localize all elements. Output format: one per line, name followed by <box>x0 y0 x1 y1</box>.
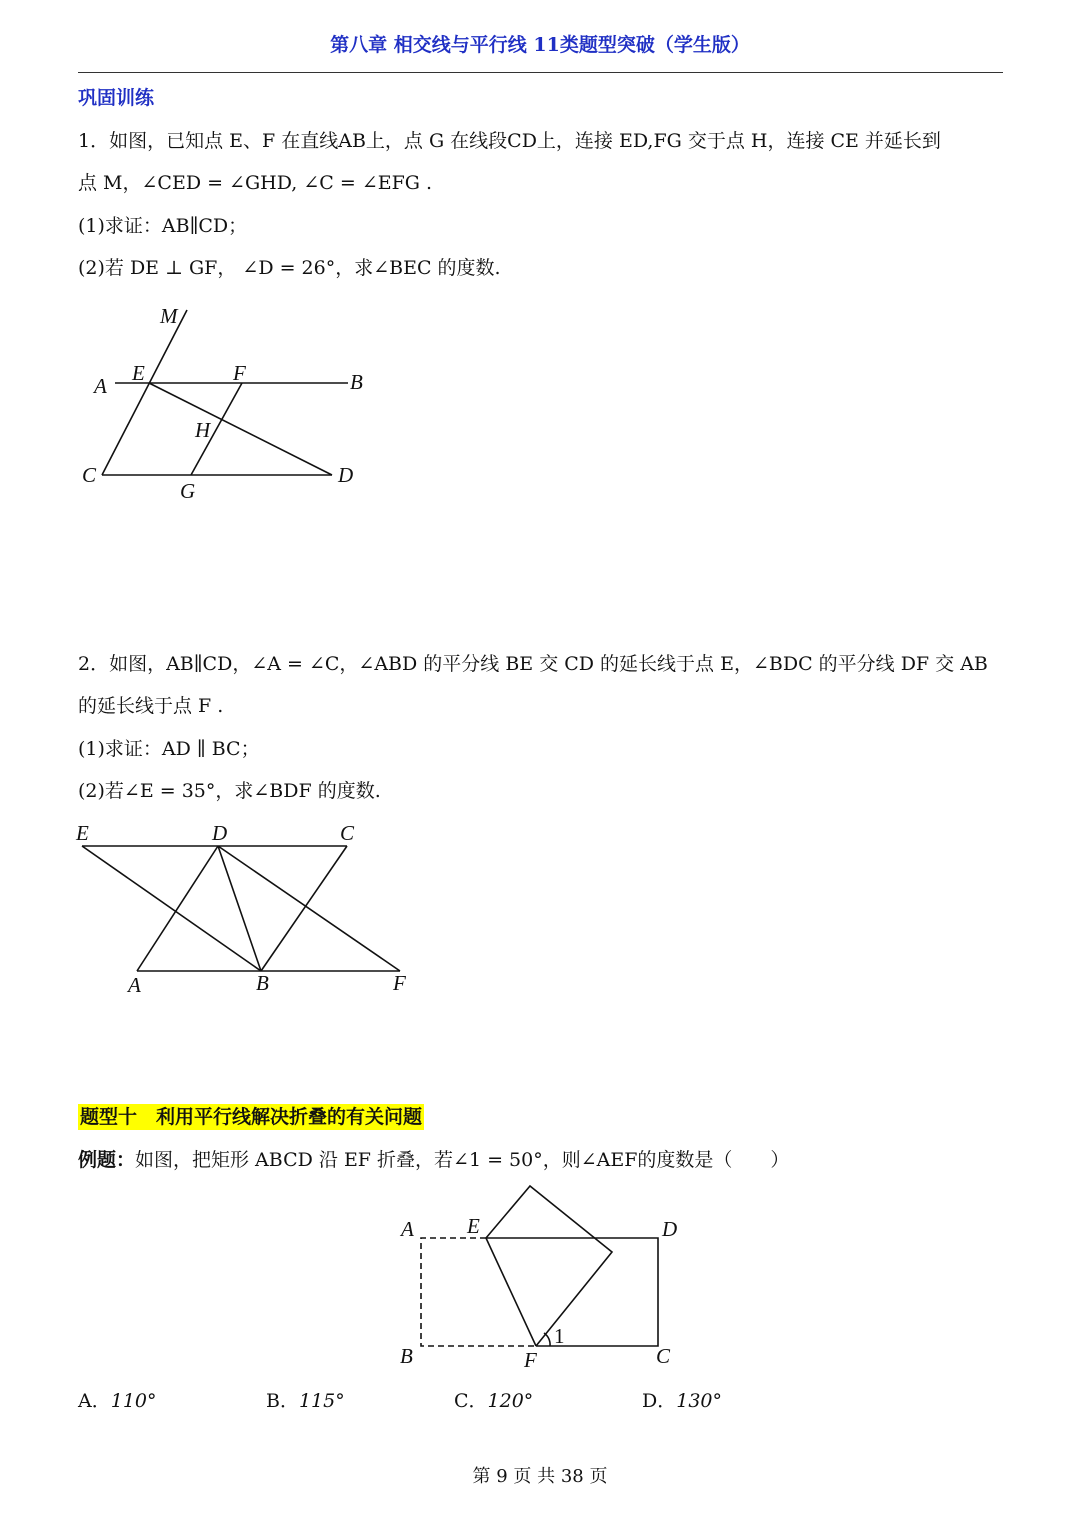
choice-b[interactable] <box>266 1388 345 1414</box>
type10-figure <box>390 1180 690 1375</box>
q1-figure <box>70 300 390 505</box>
q1-label-g: G <box>180 479 196 503</box>
fig-label-f: F <box>524 1348 537 1372</box>
q2-label-d: D <box>212 821 228 845</box>
q2-figure <box>70 820 420 1000</box>
choice-c-label: C． <box>454 1390 488 1412</box>
q1-part2: (2)若 DE ⊥ GF， ∠D = 26°，求∠BEC 的度数. <box>78 257 501 279</box>
q1-label-e: E <box>132 361 145 385</box>
q1-part1: (1)求证：AB∥CD； <box>78 215 248 237</box>
q1-label-a: A <box>94 374 107 398</box>
fig-label-c: C <box>656 1344 671 1368</box>
q1-label-m: M <box>160 304 178 328</box>
q1-label-b: B <box>350 370 363 394</box>
q2-part1: (1)求证：AD ∥ BC； <box>78 738 260 760</box>
q2-line-df <box>218 846 400 971</box>
section-title: 巩固训练 <box>78 87 155 109</box>
folded-flap <box>486 1186 612 1346</box>
example-label: 例题： <box>78 1149 136 1171</box>
q2-part2: (2)若∠E = 35°，求∠BDF 的度数. <box>78 780 381 802</box>
choice-c-value: 120° <box>487 1390 534 1412</box>
q2-line-ad <box>137 846 218 971</box>
q2-label-c: C <box>340 821 355 845</box>
fig-label-e: E <box>467 1214 480 1238</box>
page-header-title: 第八章 相交线与平行线 11类题型突破（学生版） <box>330 34 750 56</box>
fold-dashed-part <box>421 1238 536 1346</box>
q1-label-c: C <box>82 463 97 487</box>
choice-c[interactable] <box>454 1388 533 1414</box>
q2-label-f: F <box>393 971 406 995</box>
q2-label-e: E <box>76 821 89 845</box>
choice-d[interactable] <box>642 1388 722 1414</box>
q1-label-d: D <box>338 463 354 487</box>
q1-line-ed <box>149 383 332 475</box>
fig-label-b: B <box>400 1344 413 1368</box>
q1-line-cm <box>102 310 187 475</box>
choice-b-label: B． <box>266 1390 299 1412</box>
choice-a-value: 110° <box>110 1390 157 1412</box>
q2-text-line1: 2．如图，AB∥CD，∠A = ∠C，∠ABD 的平分线 BE 交 CD 的延长线于点 E，∠BDC 的平分线 DF 交 AB <box>78 653 988 675</box>
q2-line-bc <box>261 846 347 971</box>
q2-label-a: A <box>128 973 141 997</box>
header-divider <box>78 72 1003 73</box>
type10-title-highlight: 题型十 利用平行线解决折叠的有关问题 <box>80 1106 423 1128</box>
choice-b-value: 115° <box>298 1390 345 1412</box>
choice-a[interactable] <box>78 1388 157 1414</box>
page-footer: 第 9 页 共 38 页 <box>472 1466 608 1487</box>
example-text: 如图，把矩形 ABCD 沿 EF 折叠，若∠1 = 50°，则∠AEF的度数是（ ） <box>135 1149 790 1171</box>
q2-text-line2: 的延长线于点 F . <box>78 695 224 717</box>
q1-text-line2: 点 M，∠CED = ∠GHD, ∠C = ∠EFG . <box>78 172 433 194</box>
q2-line-be <box>82 846 261 971</box>
q1-label-f: F <box>233 361 246 385</box>
choice-d-value: 130° <box>676 1390 722 1412</box>
fig-label-d: D <box>662 1217 678 1241</box>
q1-label-h: H <box>195 418 211 442</box>
type10-example <box>78 1147 789 1173</box>
fold-line-ef <box>486 1238 536 1346</box>
q2-label-b: B <box>256 971 269 995</box>
q1-text-line1: 1．如图，已知点 E、F 在直线AB上，点 G 在线段CD上，连接 ED,FG 交于点 H，连接 CE 并延长到 <box>78 130 941 152</box>
q2-line-bd <box>218 846 261 971</box>
fig-label-a: A <box>401 1217 414 1241</box>
type10-title <box>78 1104 424 1130</box>
choice-d-label: D． <box>642 1390 677 1412</box>
fig-label-angle-1: 1 <box>554 1324 565 1348</box>
choice-a-label: A． <box>78 1390 111 1412</box>
